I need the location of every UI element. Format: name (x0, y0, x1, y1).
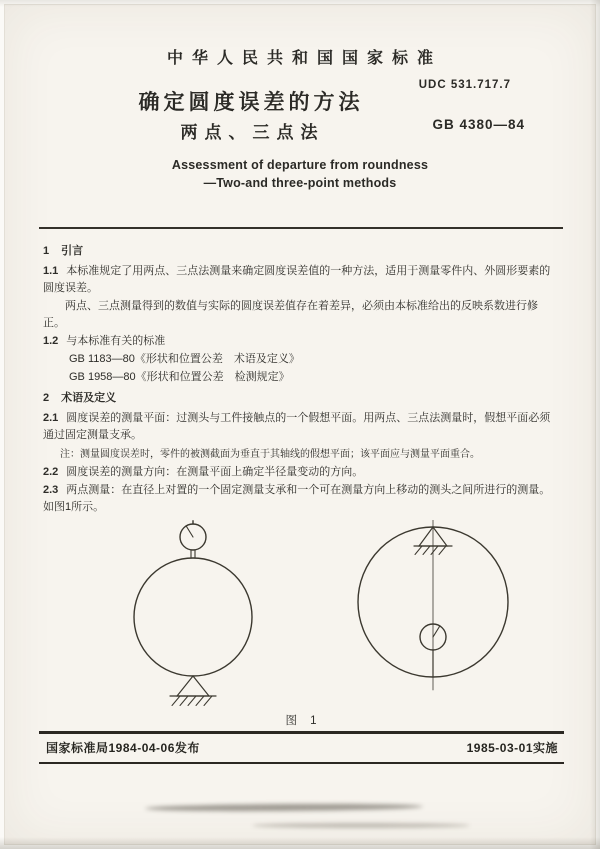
footer-rule-bottom (39, 762, 564, 764)
document-footer (39, 731, 564, 764)
english-title-line1: Assessment of departure from roundness (171, 158, 429, 172)
document-header (5, 5, 595, 191)
external-measurement-diagram (134, 521, 252, 706)
dial-needle (433, 627, 440, 638)
issue-date: 国家标准局1984-04-06发布 (46, 741, 200, 755)
scan-edge-bottom (0, 837, 600, 849)
figure-1 (43, 520, 559, 731)
scan-edge-top (0, 0, 600, 7)
scan-edge-right (590, 0, 600, 849)
english-title-line2: —Two-and three-point methods (203, 176, 397, 190)
clause-1-1: 1.1 本标准规定了用两点、三点法测量来确定圆度误差值的一种方法，适用于测量零件内、外圆形要素的圆度误差。 (43, 265, 551, 295)
dial-plunger (191, 550, 195, 558)
title-block (19, 89, 479, 144)
document-subtitle: 两点、三点法 (180, 123, 325, 142)
document-page (4, 4, 596, 845)
udc-classification: UDC 531.717.7 (418, 79, 511, 91)
fixed-support-icon (177, 676, 209, 696)
clause-1-1-continuation: 两点、三点测量得到的数值与实际的圆度误差值存在着差异，必须由本标准给出的反映系数进行修正。 (43, 300, 538, 330)
clause-2-1-note: 注：测量圆度误差时，零件的被测截面为垂直于其轴线的假想平面；该平面应与测量平面重合。 (60, 448, 480, 460)
reference-gb-1183: GB 1183—80《形状和位置公差 术语及定义》 (69, 353, 300, 366)
clause-2-3: 2.3 两点测量：在直径上对置的一个固定测量支承和一个可在测量方向上移动的测头之间所进行的测量。如图1所示。 (43, 484, 551, 514)
issuing-org-title: 中华人民共和国国家标准 (166, 50, 442, 67)
reference-gb-1958: GB 1958—80《形状和位置公差 检测规定》 (69, 371, 290, 384)
section-2-heading: 2 术语及定义 (43, 392, 117, 405)
figure-1-diagram (43, 520, 563, 710)
scan-artifact (252, 823, 470, 828)
workpiece-circle (134, 558, 252, 676)
effective-date: 1985-03-01实施 (466, 741, 558, 755)
support-hatching (172, 696, 212, 706)
figure-caption: 图 1 (285, 715, 322, 728)
document-title: 确定圆度误差的方法 (138, 91, 364, 114)
document-body (5, 229, 595, 731)
support-hatching (415, 546, 446, 555)
section-1-heading: 1 引言 (43, 245, 84, 257)
clause-1-2: 1.2 与本标准有关的标准 (43, 335, 166, 348)
clause-2-2: 2.2 圆度误差的测量方向：在测量平面上确定半径量变动的方向。 (43, 466, 364, 479)
internal-measurement-diagram (358, 520, 508, 690)
standard-code: GB 4380—84 (432, 117, 525, 132)
dial-needle (187, 527, 194, 538)
clause-2-1: 2.1 圆度误差的测量平面：过测头与工件接触点的一个假想平面。用两点、三点法测量时，假想平面必须通过固定测量支承。 (43, 412, 551, 442)
